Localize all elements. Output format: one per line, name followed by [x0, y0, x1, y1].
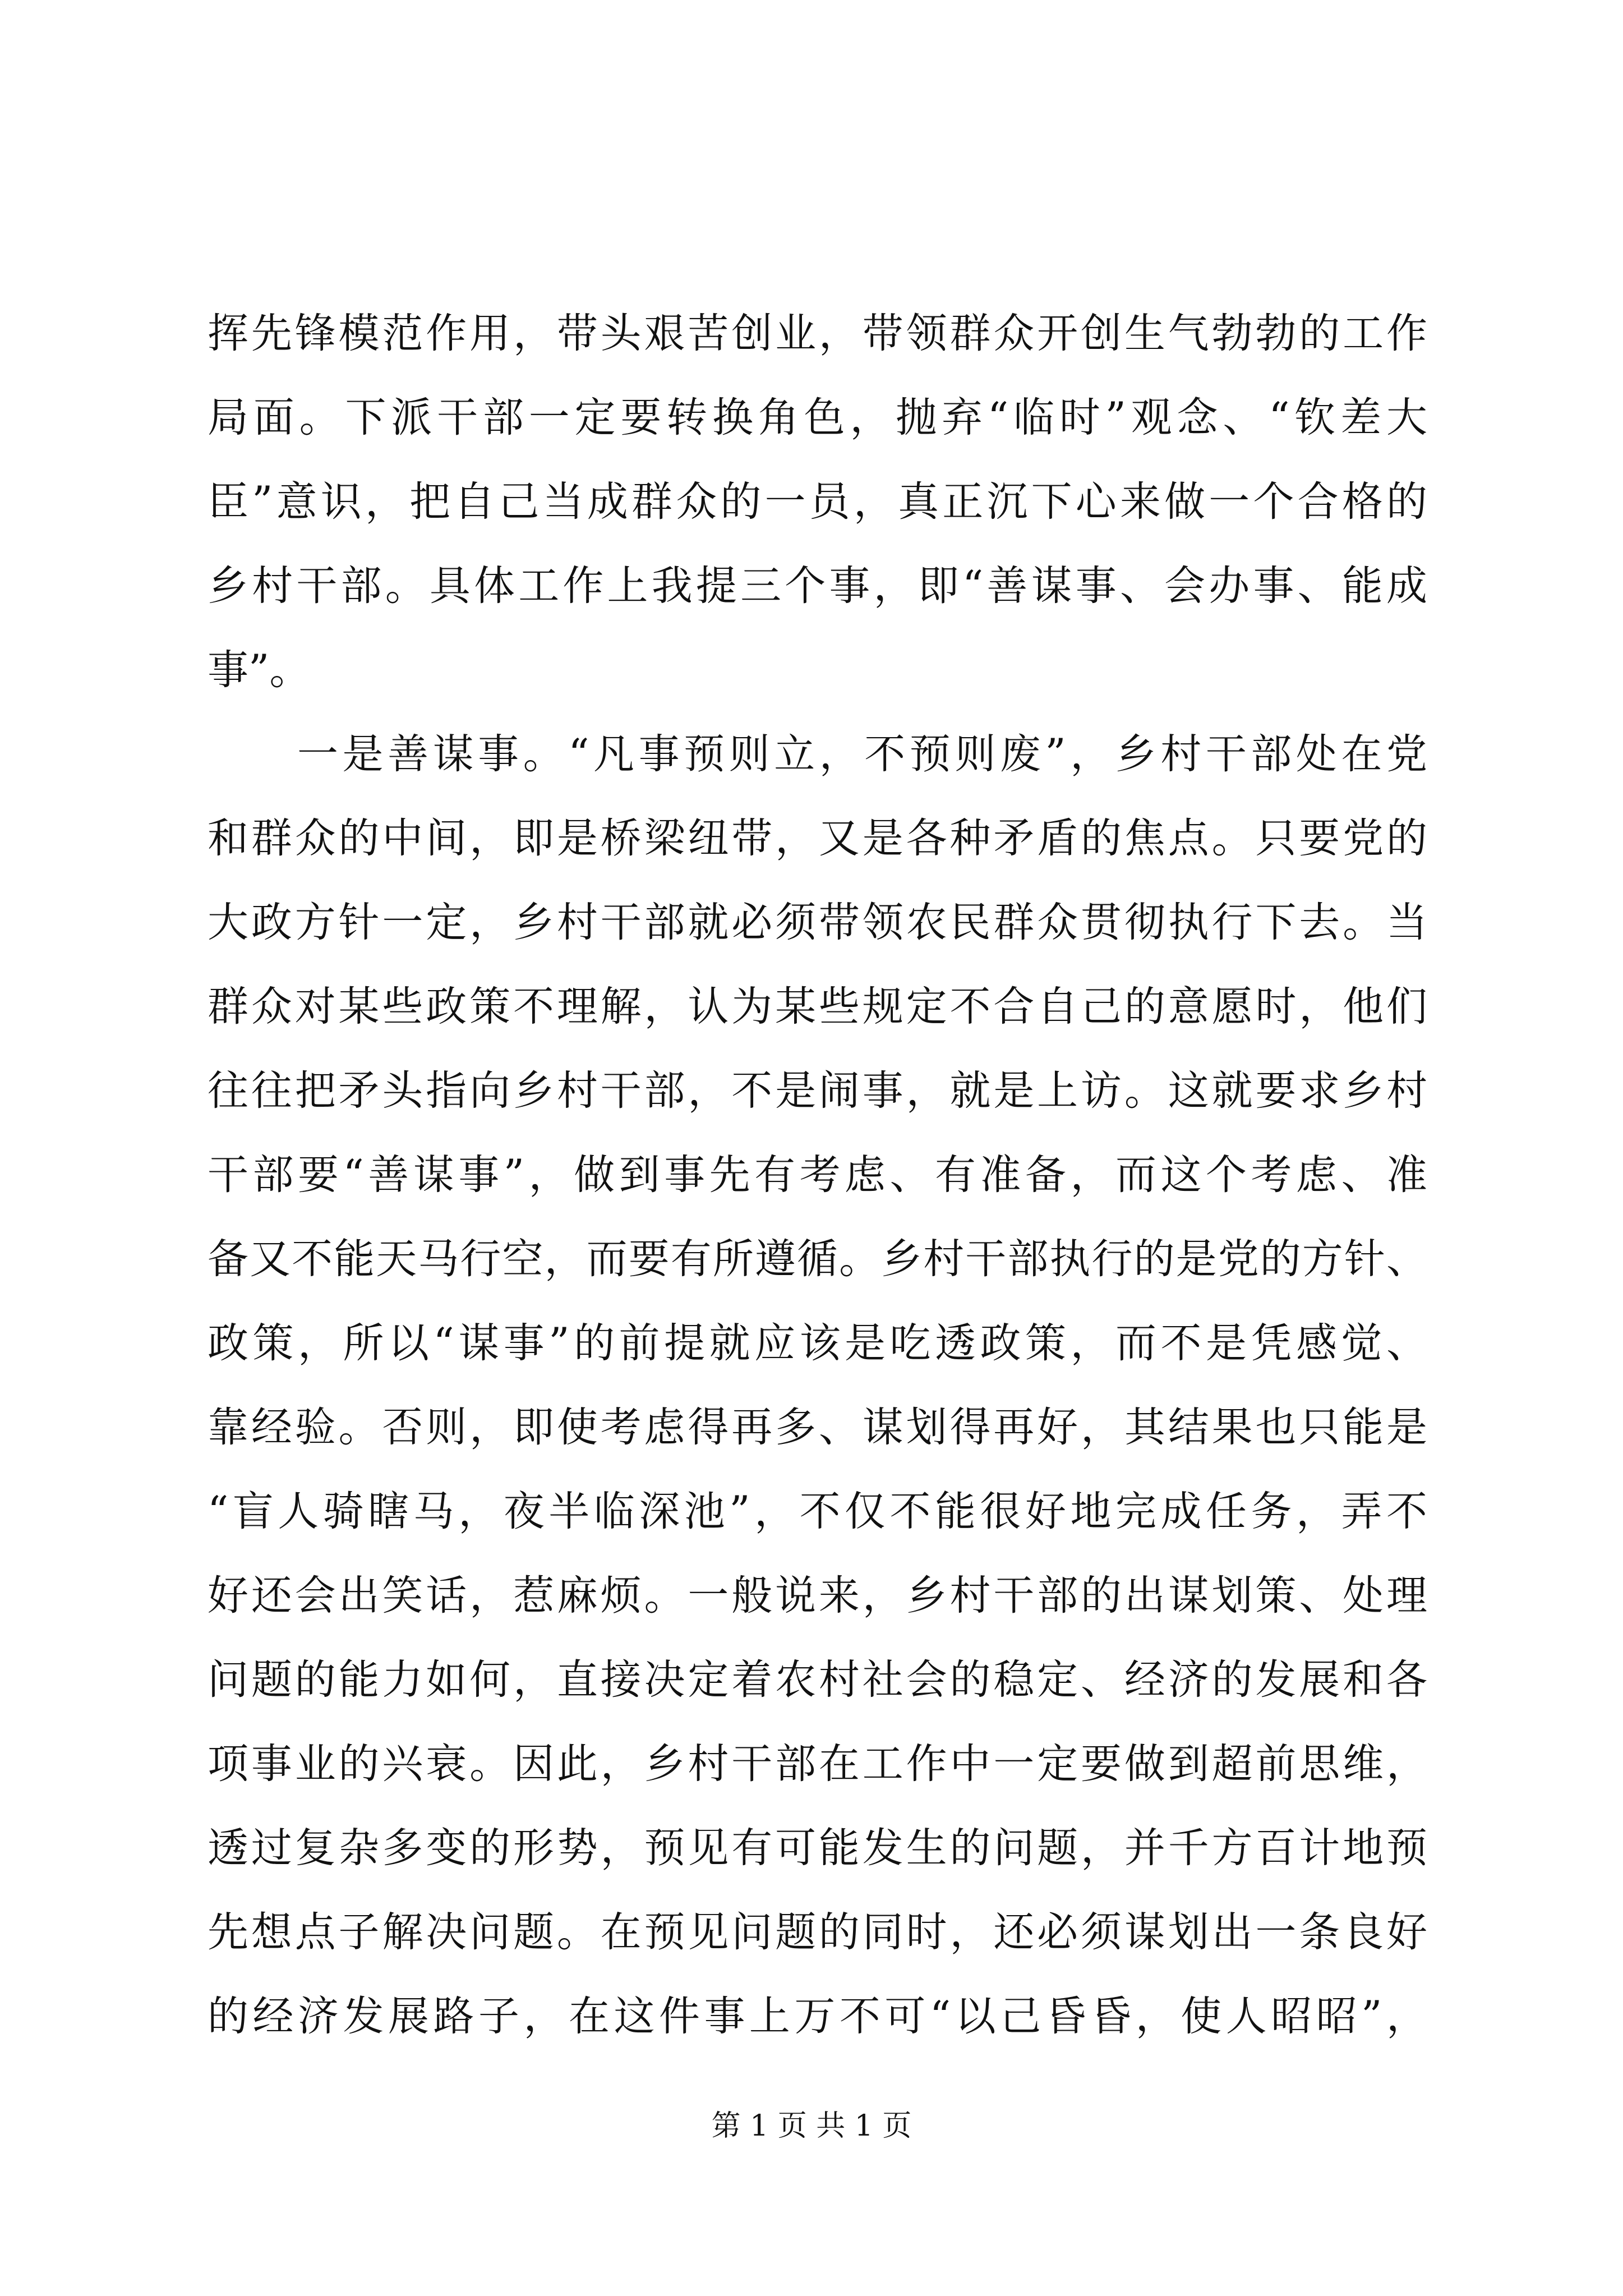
document-body	[208, 292, 1427, 2059]
text-line: 透过复杂多变的形势，预见有可能发生的问题，并千方百计地预	[208, 1824, 1427, 1872]
text-line: 政策，所以“谋事”的前提就应该是吃透政策，而不是凭感觉、	[208, 1319, 1427, 1367]
text-line: 和群众的中间，即是桥梁纽带，又是各种矛盾的焦点。只要党的	[208, 815, 1427, 862]
text-line: 往往把矛头指向乡村干部，不是闹事，就是上访。这就要求乡村	[208, 1067, 1427, 1115]
text-line: 局面。下派干部一定要转换角色，抛弃“临时”观念、“钦差大	[208, 394, 1427, 441]
text-line: 备又不能天马行空，而要有所遵循。乡村干部执行的是党的方针、	[208, 1235, 1427, 1283]
text-line: 的经济发展路子，在这件事上万不可“以己昏昏，使人昭昭”，	[208, 1993, 1427, 2040]
text-line: 事”。	[208, 646, 311, 694]
text-line: 先想点子解决问题。在预见问题的同时，还必须谋划出一条良好	[208, 1908, 1427, 1956]
paragraph-2	[208, 712, 1427, 2059]
page-footer	[0, 2106, 1623, 2146]
text-line: 群众对某些政策不理解，认为某些规定不合自己的意愿时，他们	[208, 983, 1427, 1030]
text-line: 项事业的兴衰。因此，乡村干部在工作中一定要做到超前思维，	[208, 1740, 1427, 1788]
text-line: 挥先锋模范作用，带头艰苦创业，带领群众开创生气勃勃的工作	[208, 310, 1427, 357]
text-line: 靠经验。否则，即使考虑得再多、谋划得再好，其结果也只能是	[208, 1404, 1427, 1451]
text-line: 干部要“善谋事”，做到事先有考虑、有准备，而这个考虑、准	[208, 1151, 1427, 1199]
paragraph-1	[208, 292, 1427, 712]
text-line: 好还会出笑话，惹麻烦。一般说来，乡村干部的出谋划策、处理	[208, 1572, 1427, 1619]
text-line: 臣”意识，把自己当成群众的一员，真正沉下心来做一个合格的	[208, 478, 1427, 526]
text-line: “盲人骑瞎马，夜半临深池”，不仅不能很好地完成任务，弄不	[208, 1488, 1427, 1535]
text-line: 问题的能力如何，直接决定着农村社会的稳定、经济的发展和各	[208, 1656, 1427, 1704]
text-line: 乡村干部。具体工作上我提三个事，即“善谋事、会办事、能成	[208, 562, 1427, 610]
text-line: 大政方针一定，乡村干部就必须带领农民群众贯彻执行下去。当	[208, 899, 1427, 946]
text-line: 一是善谋事。“凡事预则立，不预则废”，乡村干部处在党	[297, 730, 1427, 778]
page-number-label: 第 1 页 共 1 页	[711, 2109, 912, 2143]
